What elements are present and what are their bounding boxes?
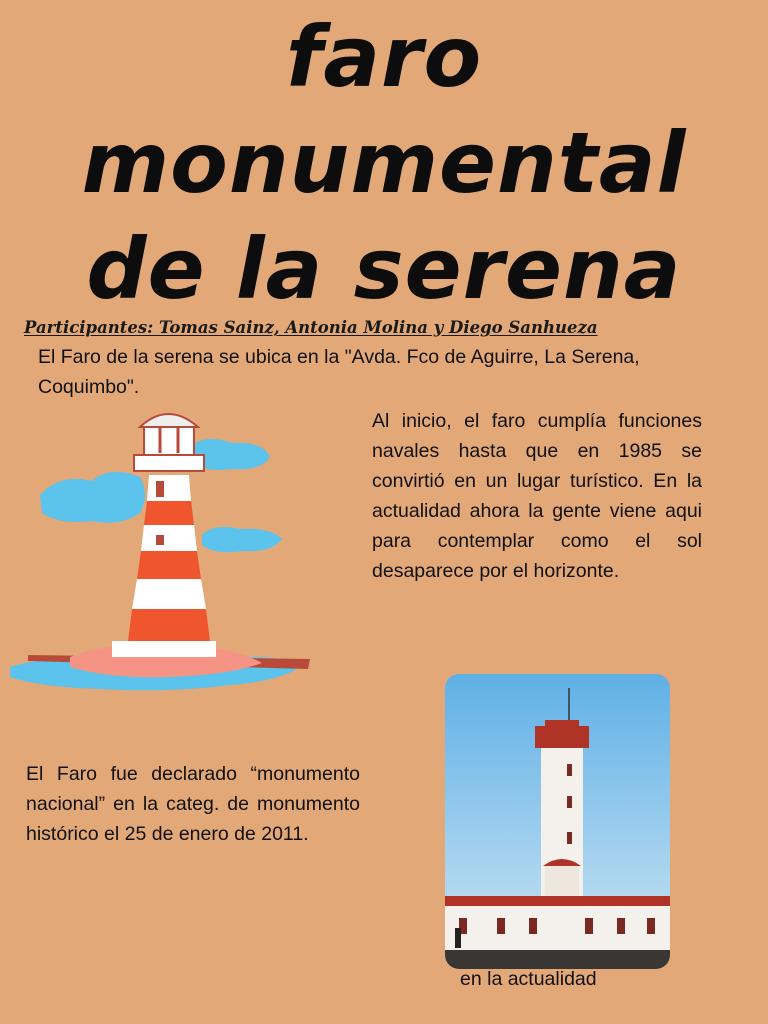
title-line-3: de la serena xyxy=(86,220,682,318)
ground xyxy=(445,950,670,969)
history-paragraph: Al inicio, el faro cumplía funciones navales hasta que en 1985 se convirtió en un lugar turístico. En la actualidad ahora la gente viene aqui para contemplar como el sol desaparece por el horizonte. xyxy=(372,410,702,582)
tower-stripe xyxy=(147,475,191,501)
tower-window xyxy=(156,535,164,545)
tower-window xyxy=(156,481,164,497)
photo-caption: en la actualidad xyxy=(460,968,597,990)
title-line-2: monumental xyxy=(81,114,687,212)
tower-stripe xyxy=(141,525,197,551)
lantern xyxy=(144,425,194,455)
cloud-shape xyxy=(40,472,145,523)
page-title xyxy=(0,4,768,322)
tower-stripe xyxy=(128,609,210,641)
lantern-roof xyxy=(140,414,198,427)
cloud-shape xyxy=(202,527,282,552)
gallery xyxy=(134,455,204,471)
tower-stripe xyxy=(132,579,206,609)
tower-stripe xyxy=(144,501,194,525)
participants-line: Participantes: Tomas Sainz, Antonia Molina y Diego Sanhueza xyxy=(24,318,598,337)
title-line-1: faro xyxy=(285,8,483,106)
lighthouse-illustration xyxy=(0,395,320,715)
tower-stripe xyxy=(137,551,201,579)
photo-building xyxy=(445,900,670,950)
monument-paragraph: El Faro fue declarado “monumento nacional” en la categ. de monumento histórico el 25 de enero de 2011. xyxy=(26,763,360,845)
location-paragraph: El Faro de la serena se ubica en la "Avda. Fco de Aguirre, La Serena, Coquimbo". xyxy=(38,346,640,398)
lighthouse-photo-drawing xyxy=(445,674,670,969)
tower-base xyxy=(112,641,216,657)
lighthouse-photo xyxy=(445,674,670,969)
